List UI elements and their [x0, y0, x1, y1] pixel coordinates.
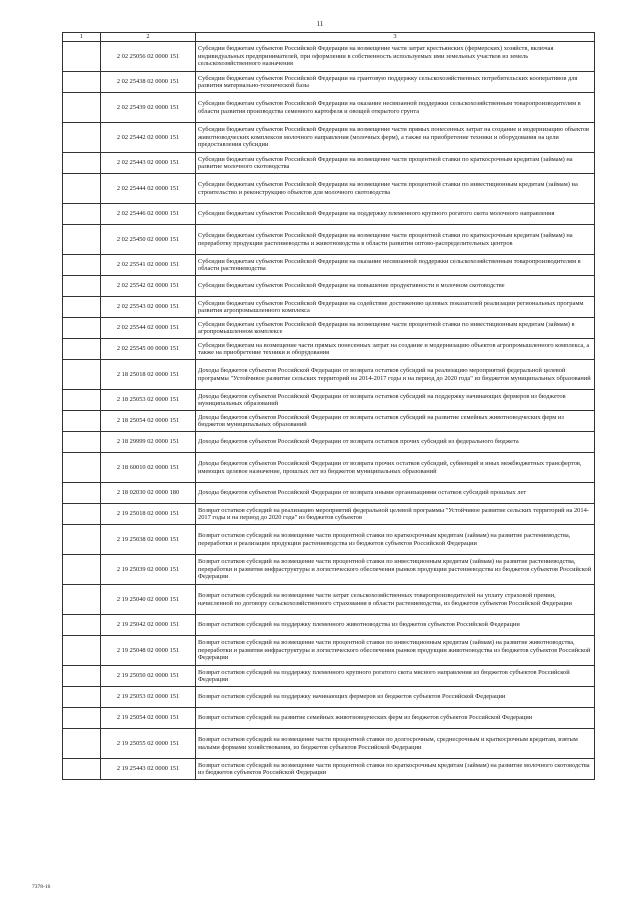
income-description: Субсидии бюджетам субъектов Российской Федерации на поддержку племенного крупного рогатого скота молочного направления — [196, 204, 595, 225]
row-number-cell — [63, 585, 101, 615]
row-number-cell — [63, 204, 101, 225]
row-number-cell — [63, 153, 101, 174]
table-row — [63, 555, 595, 585]
classification-code: 2 02 25545 00 0000 151 — [101, 339, 196, 360]
income-description: Субсидии бюджетам субъектов Российской Федерации на возмещение части затрат крестьянских (фермерских) хозяйств, включая индивидуальных предпринимателей, при оформлении в собственность используемых ими земельных участков из земель сельскохозяйственного назначения — [196, 42, 595, 72]
income-description: Субсидии бюджетам на возмещение части прямых понесенных затрат на создание и модернизацию объектов агропромышленного комплекса, а также на приобретение техники и оборудования — [196, 339, 595, 360]
row-number-cell — [63, 555, 101, 585]
table-row — [63, 72, 595, 93]
row-number-cell — [63, 453, 101, 483]
classification-code: 2 02 25543 02 0000 151 — [101, 297, 196, 318]
income-description: Возврат остатков субсидий на реализацию мероприятий федеральной целевой программы "Устойчивое развитие сельских территорий на 2014-2017 годы и на период до 2020 года" из бюджетов субъектов — [196, 504, 595, 525]
table-row — [63, 585, 595, 615]
classification-code: 2 19 25048 02 0000 151 — [101, 636, 196, 666]
table-row — [63, 525, 595, 555]
classification-code: 2 19 25054 02 0000 151 — [101, 708, 196, 729]
classification-code: 2 19 25055 02 0000 151 — [101, 729, 196, 759]
classification-code: 2 02 25056 02 0000 151 — [101, 42, 196, 72]
classification-code: 2 19 25053 02 0000 151 — [101, 687, 196, 708]
table-row — [63, 729, 595, 759]
row-number-cell — [63, 411, 101, 432]
table-row — [63, 42, 595, 72]
classification-code: 2 02 25443 02 0000 151 — [101, 153, 196, 174]
column-header-3: 3 — [196, 33, 595, 42]
table-row — [63, 93, 595, 123]
row-number-cell — [63, 525, 101, 555]
classification-code: 2 02 25450 02 0000 151 — [101, 225, 196, 255]
row-number-cell — [63, 390, 101, 411]
income-description: Доходы бюджетов субъектов Российской Федерации от возврата остатков субсидий на развитие семейных животноводческих ферм из бюджетов муниципальных образований — [196, 411, 595, 432]
row-number-cell — [63, 255, 101, 276]
income-description: Субсидии бюджетам субъектов Российской Федерации на повышение продуктивности в молочном скотоводстве — [196, 276, 595, 297]
classification-code: 2 02 25439 02 0000 151 — [101, 93, 196, 123]
table-header-row — [63, 33, 595, 42]
classification-code: 2 02 25442 02 0000 151 — [101, 123, 196, 153]
income-description: Возврат остатков субсидий на поддержку племенного животноводства из бюджетов субъектов Российской Федерации — [196, 615, 595, 636]
income-description: Возврат остатков субсидий на возмещение части процентной ставки по инвестиционным кредитам (займам) на развитие растениеводства, переработки и развития инфраструктуры и логистического обеспечения рынков продукции растениеводства из бюджетов субъектов Российской Федерации — [196, 555, 595, 585]
income-description: Доходы бюджетов субъектов Российской Федерации от возврата остатков субсидий на реализацию мероприятий федеральной целевой программы "Устойчивое развитие сельских территорий на 2014-2017 годы и на период до 2020 года" из бюджетов муниципальных образований — [196, 360, 595, 390]
income-description: Доходы бюджетов субъектов Российской Федерации от возврата прочих остатков субсидий, субвенций и иных межбюджетных трансфертов, имеющих целевое назначение, прошлых лет из бюджетов муниципальных образований — [196, 453, 595, 483]
income-description: Возврат остатков субсидий на поддержку племенного крупного рогатого скота мясного направления из бюджетов субъектов Российской Федерации — [196, 666, 595, 687]
row-number-cell — [63, 225, 101, 255]
income-description: Субсидии бюджетам субъектов Российской Федерации на оказание несвязанной поддержки сельскохозяйственным товаропроизводителям в области растениеводства — [196, 255, 595, 276]
table-row — [63, 666, 595, 687]
income-description: Возврат остатков субсидий на поддержку начинающих фермеров из бюджетов субъектов Российской Федерации — [196, 687, 595, 708]
table-row — [63, 687, 595, 708]
row-number-cell — [63, 360, 101, 390]
classification-code: 2 02 25446 02 0000 151 — [101, 204, 196, 225]
classification-code: 2 19 25042 02 0000 151 — [101, 615, 196, 636]
row-number-cell — [63, 687, 101, 708]
income-description: Доходы бюджетов субъектов Российской Федерации от возврата остатков прочих субсидий из федерального бюджета — [196, 432, 595, 453]
table-row — [63, 360, 595, 390]
budget-classification-table — [62, 32, 595, 780]
table-row — [63, 123, 595, 153]
row-number-cell — [63, 42, 101, 72]
income-description: Субсидии бюджетам субъектов Российской Федерации на содействие достижению целевых показателей реализации региональных программ развития агропромышленного комплекса — [196, 297, 595, 318]
table-row — [63, 255, 595, 276]
table-row — [63, 432, 595, 453]
classification-code: 2 19 25039 02 0000 151 — [101, 555, 196, 585]
row-number-cell — [63, 297, 101, 318]
row-number-cell — [63, 708, 101, 729]
income-description: Субсидии бюджетам субъектов Российской Федерации на возмещение части процентной ставки по краткосрочным кредитам (займам) на развитие молочного скотоводства — [196, 153, 595, 174]
row-number-cell — [63, 339, 101, 360]
row-number-cell — [63, 615, 101, 636]
table-row — [63, 708, 595, 729]
column-header-1: 1 — [63, 33, 101, 42]
table-row — [63, 483, 595, 504]
table-row — [63, 615, 595, 636]
classification-code: 2 19 25443 02 0000 151 — [101, 759, 196, 780]
income-description: Возврат остатков субсидий на развитие семейных животноводческих ферм из бюджетов субъектов Российской Федерации — [196, 708, 595, 729]
table-row — [63, 504, 595, 525]
classification-code: 2 18 60010 02 0000 151 — [101, 453, 196, 483]
table-row — [63, 153, 595, 174]
income-description: Доходы бюджетов субъектов Российской Федерации от возврата иными организациями остатков субсидий прошлых лет — [196, 483, 595, 504]
document-footer-code: 7378-16 — [32, 884, 51, 890]
classification-code: 2 18 02030 02 0000 180 — [101, 483, 196, 504]
income-description: Субсидии бюджетам субъектов Российской Федерации на возмещение части прямых понесенных затрат на создание и модернизацию объектов животноводческих комплексов молочного направления (молочных ферм), а также на приобретение техники и оборудования на цели предоставления субсидии — [196, 123, 595, 153]
income-description: Возврат остатков субсидий на возмещение части процентной ставки по краткосрочным кредитам (займам) на развитие молочного скотоводства из бюджетов субъектов Российской Федерации — [196, 759, 595, 780]
classification-code: 2 19 25050 02 0000 151 — [101, 666, 196, 687]
table-row — [63, 174, 595, 204]
row-number-cell — [63, 72, 101, 93]
page-number: 11 — [316, 20, 324, 28]
row-number-cell — [63, 729, 101, 759]
table-row — [63, 636, 595, 666]
income-description: Возврат остатков субсидий на возмещение части процентной ставки по инвестиционным кредитам (займам) на развитие животноводства, переработки и развития инфраструктуры и логистического обеспечения рынков продукции животноводства из бюджетов субъектов Российской Федерации — [196, 636, 595, 666]
classification-code: 2 19 25040 02 0000 151 — [101, 585, 196, 615]
income-description: Возврат остатков субсидий на возмещение части процентной ставки по краткосрочным кредитам (займам) на развитие растениеводства, переработки и реализации продукции растениеводства из бюджетов субъектов Российской Федерации — [196, 525, 595, 555]
table-row — [63, 411, 595, 432]
classification-code: 2 18 25053 02 0000 151 — [101, 390, 196, 411]
row-number-cell — [63, 504, 101, 525]
column-header-2: 2 — [101, 33, 196, 42]
classification-code: 2 19 25038 02 0000 151 — [101, 525, 196, 555]
row-number-cell — [63, 432, 101, 453]
income-description: Субсидии бюджетам субъектов Российской Федерации на грантовую поддержку сельскохозяйственных потребительских кооперативов для развития материально-технической базы — [196, 72, 595, 93]
row-number-cell — [63, 759, 101, 780]
classification-code: 2 18 25054 02 0000 151 — [101, 411, 196, 432]
income-description: Субсидии бюджетам субъектов Российской Федерации на возмещение части процентной ставки по инвестиционным кредитам (займам) в агропромышленном комплексе — [196, 318, 595, 339]
classification-code: 2 02 25444 02 0000 151 — [101, 174, 196, 204]
income-description: Доходы бюджетов субъектов Российской Федерации от возврата остатков субсидий на поддержку начинающих фермеров из бюджетов муниципальных образований — [196, 390, 595, 411]
row-number-cell — [63, 483, 101, 504]
table-row — [63, 339, 595, 360]
classification-code: 2 02 25544 02 0000 151 — [101, 318, 196, 339]
classification-code: 2 02 25438 02 0000 151 — [101, 72, 196, 93]
income-description: Возврат остатков субсидий на возмещение части затрат сельскохозяйственных товаропроизводителей на уплату страховой премии, начисленной по договору сельскохозяйственного страхования в области растениеводства, из бюджетов субъектов Российской Федерации — [196, 585, 595, 615]
income-description: Субсидии бюджетам субъектов Российской Федерации на возмещение части процентной ставки по инвестиционным кредитам (займам) на строительство и реконструкцию объектов для молочного скотоводства — [196, 174, 595, 204]
income-description: Возврат остатков субсидий на возмещение части процентной ставки по долгосрочным, среднесрочным и краткосрочным кредитам, взятым малыми формами хозяйствования, из бюджетов субъектов Российской Федерации — [196, 729, 595, 759]
classification-code: 2 18 25018 02 0000 151 — [101, 360, 196, 390]
classification-code: 2 18 29999 02 0000 151 — [101, 432, 196, 453]
row-number-cell — [63, 666, 101, 687]
income-description: Субсидии бюджетам субъектов Российской Федерации на возмещение части процентной ставки по краткосрочным кредитам (займам) на переработку продукции растениеводства и животноводства в области развития оптово-распределительных центров — [196, 225, 595, 255]
table-row — [63, 453, 595, 483]
income-description: Субсидии бюджетам субъектов Российской Федерации на оказание несвязанной поддержки сельскохозяйственным товаропроизводителям в области развития производства семенного картофеля и овощей открытого грунта — [196, 93, 595, 123]
table-row — [63, 225, 595, 255]
table-row — [63, 318, 595, 339]
row-number-cell — [63, 636, 101, 666]
table-row — [63, 204, 595, 225]
classification-code: 2 19 25018 02 0000 151 — [101, 504, 196, 525]
row-number-cell — [63, 318, 101, 339]
row-number-cell — [63, 123, 101, 153]
row-number-cell — [63, 276, 101, 297]
row-number-cell — [63, 93, 101, 123]
table-row — [63, 759, 595, 780]
table-row — [63, 390, 595, 411]
table-row — [63, 297, 595, 318]
table-row — [63, 276, 595, 297]
classification-code: 2 02 25542 02 0000 151 — [101, 276, 196, 297]
classification-code: 2 02 25541 02 0000 151 — [101, 255, 196, 276]
row-number-cell — [63, 174, 101, 204]
